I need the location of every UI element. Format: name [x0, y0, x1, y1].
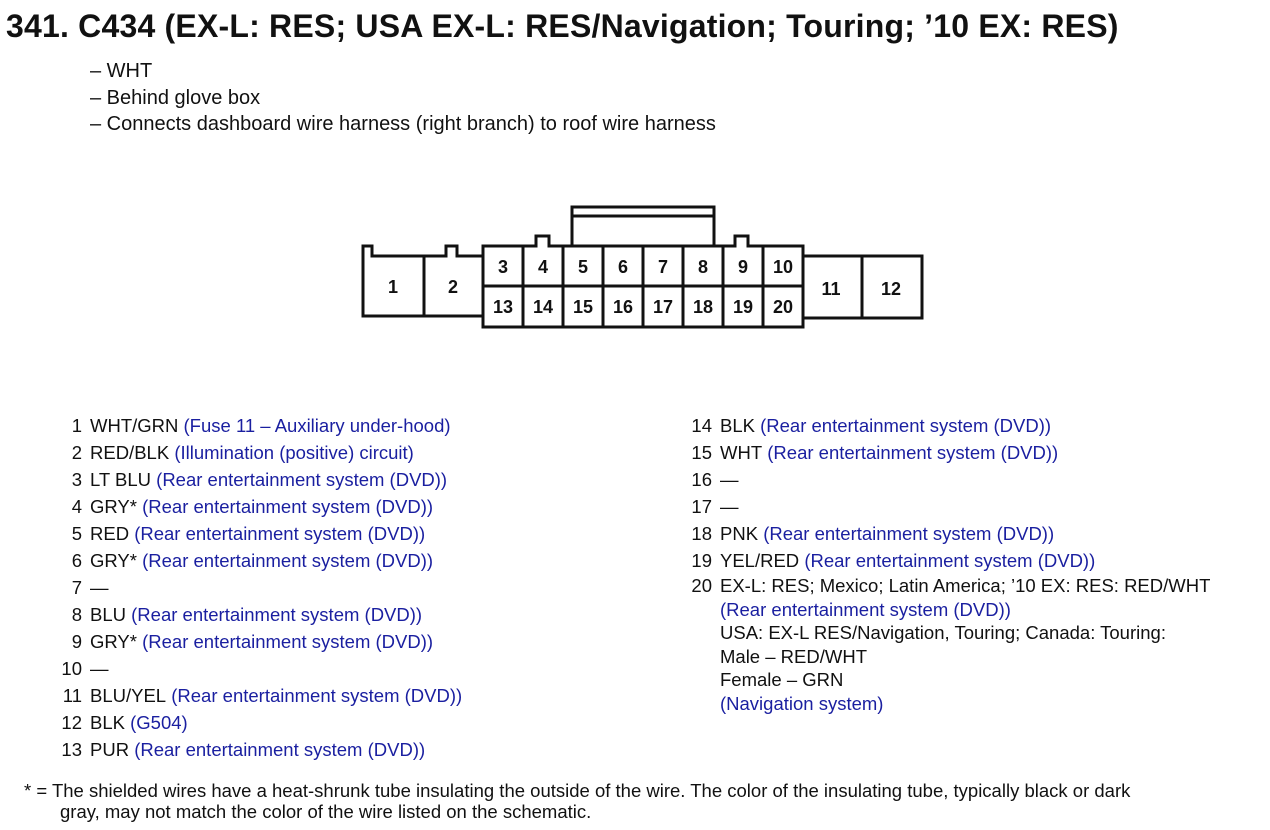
pin-number: 15 — [691, 442, 712, 463]
pin-number: 19 — [691, 550, 712, 571]
wire-color: — — [720, 469, 739, 490]
pin-number: 6 — [71, 550, 82, 571]
pin-number: 13 — [61, 739, 82, 760]
pin-row — [50, 736, 462, 763]
pin-row — [680, 412, 1210, 439]
pin-number: 11 — [62, 685, 82, 706]
note-connection: – Connects dashboard wire harness (right branch) to roof wire harness — [90, 113, 716, 135]
cavity-label: 6 — [617, 257, 629, 277]
cavity-label: 12 — [880, 279, 902, 299]
pin-description: (G504) — [130, 712, 188, 733]
pin-row — [50, 682, 462, 709]
pin-row — [50, 466, 462, 493]
cavity-label: 14 — [532, 297, 554, 317]
cavity-label: 16 — [612, 297, 634, 317]
cavity-label: 9 — [737, 257, 749, 277]
pin-description: (Rear entertainment system (DVD)) — [134, 523, 426, 544]
pin-number: 10 — [61, 658, 82, 679]
cavity-label: 15 — [572, 297, 594, 317]
pin-number: 16 — [691, 469, 712, 490]
pin-description: (Rear entertainment system (DVD)) — [142, 550, 434, 571]
connector-diagram — [0, 0, 1270, 400]
pin-20-female: Female – GRN — [720, 669, 844, 690]
pin-row — [680, 439, 1210, 466]
pin-number: 3 — [71, 469, 82, 490]
cavity-label: 1 — [387, 277, 399, 297]
pin-list-right — [680, 412, 1210, 715]
wire-color: GRY* — [90, 496, 137, 517]
cavity-label: 18 — [692, 297, 714, 317]
pin-number: 4 — [71, 496, 82, 517]
pin-description: (Rear entertainment system (DVD)) — [156, 469, 448, 490]
pin-number: 12 — [61, 712, 82, 733]
wire-color: RED/BLK — [90, 442, 170, 463]
wire-color: — — [90, 577, 109, 598]
wire-color: PUR — [90, 739, 130, 760]
pin-description: (Rear entertainment system (DVD)) — [804, 550, 1096, 571]
pin-description: (Rear entertainment system (DVD)) — [760, 415, 1052, 436]
pin-row — [50, 493, 462, 520]
cavity-label: 13 — [492, 297, 514, 317]
pin-number: 7 — [71, 577, 82, 598]
cavity-label: 5 — [577, 257, 589, 277]
cavity-label: 8 — [697, 257, 709, 277]
pin-row — [680, 466, 1210, 493]
pin-number: 9 — [71, 631, 82, 652]
wire-color: — — [720, 496, 739, 517]
wire-color: BLK — [90, 712, 125, 733]
pin-number: 17 — [691, 496, 712, 517]
pin-row — [50, 709, 462, 736]
pin-description: (Rear entertainment system (DVD)) — [763, 523, 1055, 544]
pin-description: (Navigation system) — [720, 692, 884, 714]
cavity-label: 19 — [732, 297, 754, 317]
pin-row-20 — [680, 574, 1210, 715]
pin-20-details — [720, 574, 1210, 715]
pin-number: 2 — [71, 442, 82, 463]
pin-description: (Rear entertainment system (DVD)) — [131, 604, 423, 625]
cavity-label: 11 — [821, 279, 841, 299]
wire-color: RED — [90, 523, 130, 544]
pin-20-variant-a: EX-L: RES; Mexico; Latin America; ’10 EX: RES: RED/WHT — [720, 575, 1211, 596]
note-location: – Behind glove box — [90, 86, 261, 109]
wire-color: LT BLU — [90, 469, 152, 490]
pin-row — [50, 628, 462, 655]
pin-20-variant-b: USA: EX-L RES/Navigation, Touring; Canada: Touring: — [720, 622, 1166, 643]
pin-description: (Illumination (positive) circuit) — [174, 442, 414, 463]
pin-description: (Rear entertainment system (DVD)) — [720, 598, 1011, 620]
cavity-label: 4 — [537, 257, 549, 277]
wire-color: BLK — [720, 415, 755, 436]
wire-color: GRY* — [90, 631, 137, 652]
pin-row — [50, 547, 462, 574]
pin-number: 18 — [691, 523, 712, 544]
wire-color: PNK — [720, 523, 759, 544]
pin-description: (Rear entertainment system (DVD)) — [171, 685, 463, 706]
page-title: 341. C434 (EX-L: RES; USA EX-L: RES/Navigation; Touring; ’10 EX: RES) — [6, 8, 1119, 44]
cavity-label: 10 — [772, 257, 794, 277]
wire-color: BLU — [90, 604, 126, 625]
pin-number: 8 — [71, 604, 82, 625]
cavity-label: 17 — [652, 297, 674, 317]
pin-row — [680, 520, 1210, 547]
pin-description: (Rear entertainment system (DVD)) — [142, 631, 434, 652]
pin-number: 5 — [71, 523, 82, 544]
footnote-line-1: * = The shielded wires have a heat-shrunk tube insulating the outside of the wire. The color of the insulating tube, typically black or dark — [24, 780, 1131, 801]
cavity-label: 7 — [657, 257, 669, 277]
wire-color: WHT — [720, 442, 763, 463]
pin-list-left — [50, 412, 462, 763]
pin-description: (Fuse 11 – Auxiliary under-hood) — [183, 415, 451, 436]
cavity-label: 2 — [447, 277, 459, 297]
pin-row — [680, 493, 1210, 520]
wire-color: BLU/YEL — [90, 685, 167, 706]
footnote — [24, 780, 1130, 822]
pin-number: 20 — [691, 575, 712, 596]
pin-description: (Rear entertainment system (DVD)) — [134, 739, 426, 760]
pin-row — [50, 520, 462, 547]
cavity-label: 3 — [497, 257, 509, 277]
wire-color: YEL/RED — [720, 550, 800, 571]
pin-number: 1 — [71, 415, 82, 436]
footnote-line-2: gray, may not match the color of the wire listed on the schematic. — [60, 801, 592, 822]
wire-color: — — [90, 658, 109, 679]
connector-latch — [572, 207, 714, 246]
pin-20-male: Male – RED/WHT — [720, 645, 867, 667]
wire-color: WHT/GRN — [90, 415, 179, 436]
pin-description: (Rear entertainment system (DVD)) — [767, 442, 1059, 463]
pin-row — [50, 412, 462, 439]
pin-row — [680, 547, 1210, 574]
pin-row — [50, 439, 462, 466]
cavity-label: 20 — [772, 297, 794, 317]
pin-row — [50, 574, 462, 601]
pin-row — [50, 601, 462, 628]
wire-color: GRY* — [90, 550, 137, 571]
pin-description: (Rear entertainment system (DVD)) — [142, 496, 434, 517]
pin-number: 14 — [691, 415, 712, 436]
note-color: – WHT — [90, 60, 153, 82]
pin-row — [50, 655, 462, 682]
